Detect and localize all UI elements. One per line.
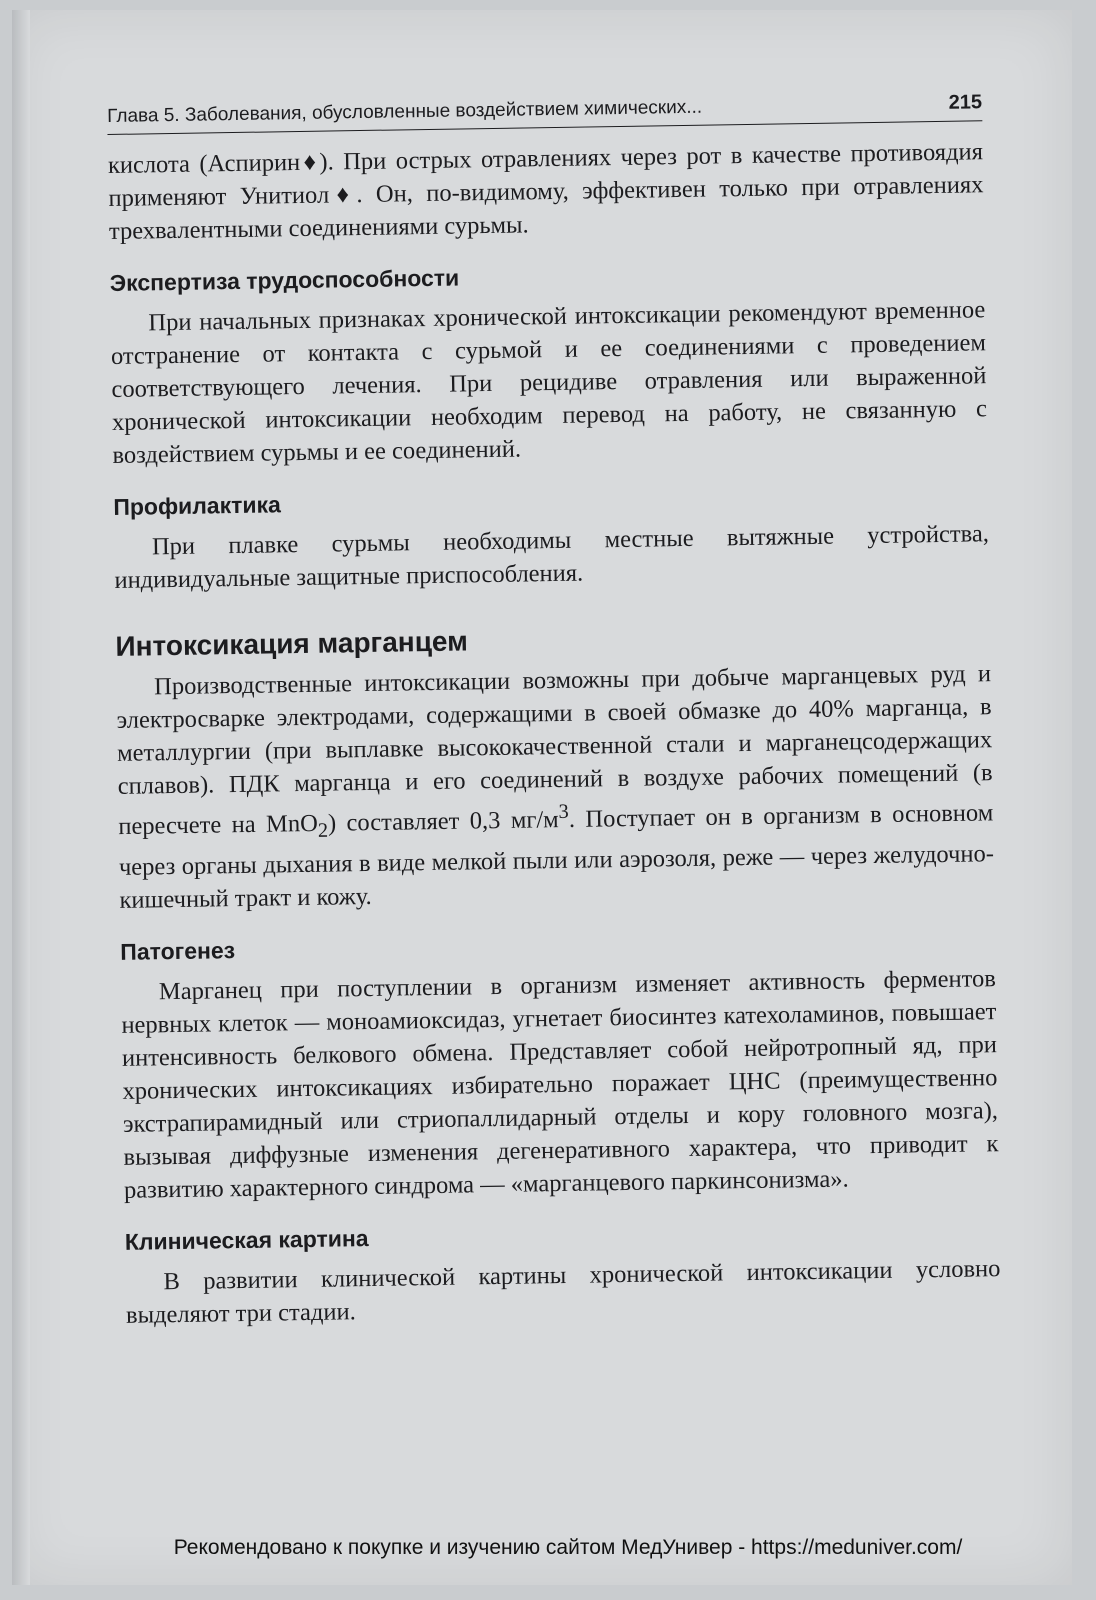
book-page: [12, 10, 1072, 1585]
heading-manganese: Интоксикация марганцем: [115, 625, 469, 662]
heading-clinical: Клиническая картина: [124, 1225, 369, 1255]
heading-expertise: Экспертиза трудоспособности: [109, 264, 460, 296]
paragraph-pathogenesis: Марганец при поступлении в организм изменяет активность ферментов нервных клеток — моноамиоксидаз, угнетает биосинтез катехоламинов, повышает интенсивность белкового обмена. Представляет собой нейротропный яд, при хронических интоксикациях избирательно поражает ЦНС (преимущественно экстрапирамидный или стриопаллидарный отделы и кору головного мозга), вызывая диффузные изменения дегенеративного характера, что приводит к развитию характерного синдрома — «марганцевого паркинсонизма».: [121, 965, 999, 1204]
page-content: [107, 91, 1001, 1332]
heading-pathogenesis: Патогенез: [120, 937, 236, 965]
manganese-text-a: Производственные интоксикации возможны при добыче марганцевых руд и электросварке электродами, содержащими в своей обмазке до 40% марганца, в металлургии (при выплавке высококачественной стали и марганецсодержащих сплавов). ПДК марганца и его соединений в воздухе рабочих помещений (в пересчете на MnO: [116, 660, 993, 841]
paragraph-prophylaxis: При плавке сурьмы необходимы местные вытяжные устройства, индивидуальные защитные приспособления.: [114, 520, 990, 594]
paragraph-intro: кислота (Аспирин♦). При острых отравлениях через рот в качестве противоядия применяют Унитиол♦. Он, по-видимому, эффективен только при отравлениях трехвалентными соединениями сурьмы.: [107, 138, 984, 245]
heading-prophylaxis: Профилактика: [113, 491, 282, 520]
chapter-title: Глава 5. Заболевания, обусловленные воздействием химических...: [107, 96, 703, 127]
superscript-3: 3: [558, 800, 569, 823]
subscript-2: 2: [317, 819, 329, 842]
paragraph-manganese: [116, 657, 995, 917]
page-binding-shadow: [12, 10, 30, 1585]
paragraph-clinical: В развитии клинической картины хронической интоксикации условно выделяют три стадии.: [125, 1255, 1001, 1329]
page-number: 215: [948, 91, 983, 114]
footer-watermark: Рекомендовано к покупке и изучению сайтом МедУнивер - https://meduniver.com/: [173, 1536, 963, 1559]
paragraph-expertise: При начальных признаках хронической интоксикации рекомендуют временное отстранение от контакта с сурьмой и ее соединениями с проведением соответствующего лечения. При рецидиве отравления или выраженной хронической интоксикации необходим перевод на работу, не связанную с воздействием сурьмы и ее соединений.: [110, 296, 988, 469]
running-head: [107, 91, 982, 135]
manganese-text-c: . Поступает он в организм в основном через органы дыхания в виде мелкой пыли или аэрозоля, реже — через желудочно-кишечный тракт и кожу.: [118, 799, 995, 914]
manganese-text-b: ) составляет 0,3 мг/м: [327, 806, 559, 837]
